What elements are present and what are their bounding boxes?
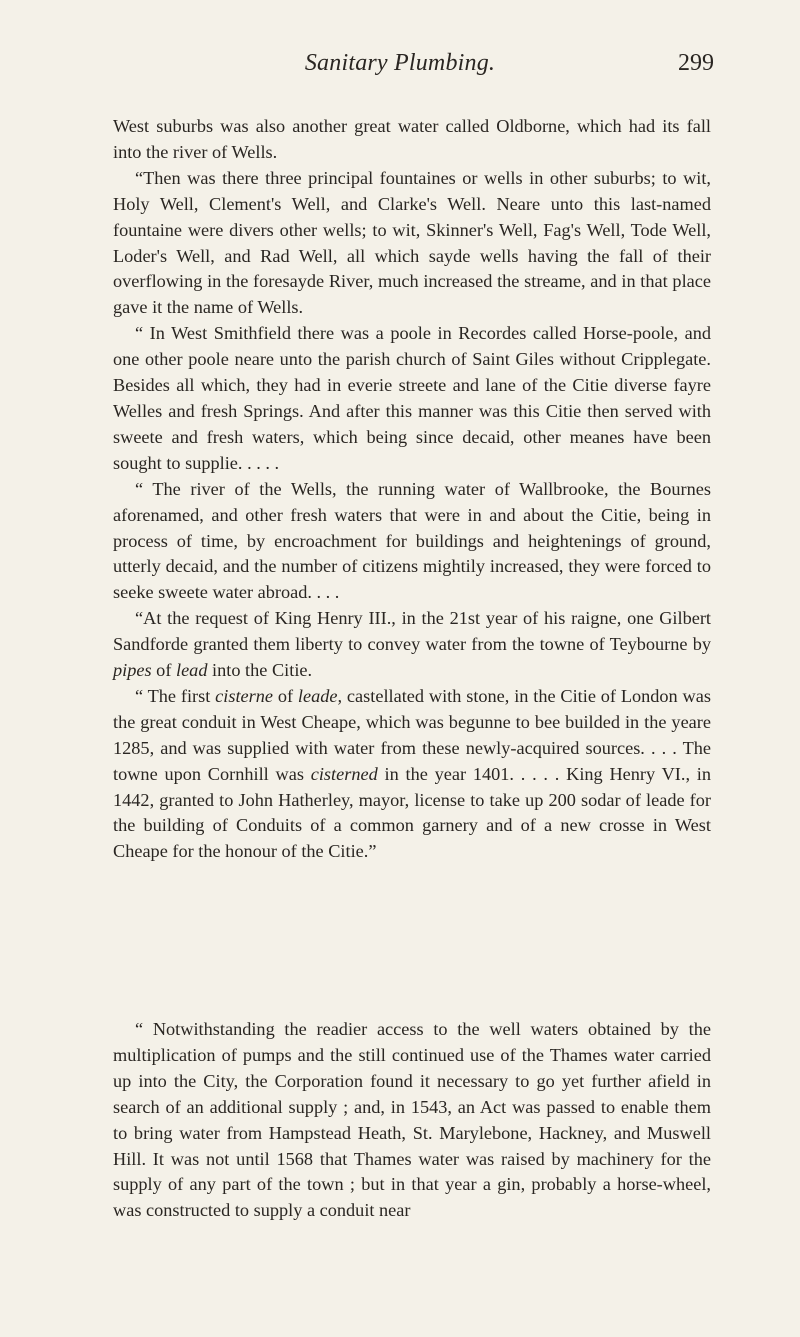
page-header xyxy=(0,50,800,90)
text-span: of xyxy=(156,660,172,681)
italic-term: leade, xyxy=(297,685,343,706)
text-span: into the Citie. xyxy=(212,660,313,681)
quoted-passage xyxy=(113,114,711,865)
italic-term: pipes xyxy=(113,660,152,681)
paragraph-notwithstanding: “ Notwithstanding the readier access to the well waters obtained by the multiplication of pumps and the still continued use of the Thames water carried up into the City, the Corporation found it necessary to go yet further afield in search of an additional supply ; and, in 1543, an Act was passed to enable them to bring water from Hampstead Heath, St. Marylebone, Hackney, and Muswell Hill. It was not until 1568 that Thames water was raised by machinery for the supply of any part of the town ; but in that year a gin, probably a horse-wheel, was constructed to supply a conduit near xyxy=(113,1019,711,1221)
running-title: Sanitary Plumbing. xyxy=(304,50,496,76)
page-number: 299 xyxy=(678,50,714,76)
paragraph-river-wells: “ The river of the Wells, the running water of Wallbrooke, the Bournes aforenamed, and other fresh waters that were in and about the Citie, being in process of time, by encroachment for buildings and heightenings of ground, utterly decaid, and the number of citizens mightily increased, they were forced to seeke sweete water abroad. . . . xyxy=(113,478,711,603)
text-span: of xyxy=(277,685,294,706)
paragraph-smithfield: “ In West Smithfield there was a poole in Recordes called Horse-poole, and one other poole neare unto the parish church of Saint Giles without Cripplegate. Besides all which, they had in everie streete and lane of the Citie diverse fayre Welles and fresh Springs. And after this manner was this Citie then served with sweete and fresh waters, which being since decaid, other meanes have been sought to supplie. . . . . xyxy=(113,323,711,473)
text-span: castellated with stone, in the Citie of London was the great conduit in West Cheape, which was begunne to bee builded in the yeare 1285, and was supplied with water from these newly-acquired sources. . . . The towne upon Cornhill was xyxy=(113,685,711,784)
paragraph-fountaines: “Then was there three principal fountaines or wells in other suburbs; to wit, Holy Well, Clement's Well, and Clarke's Well. Neare unto this last-named fountaine were divers other wells; to wit, Skinner's Well, Fag's Well, Tode Well, Loder's Well, and Rad Well, all which sayde wells having the fall of their overflowing in the foresayde River, much increased the streame, and in that place gave it the name of Wells. xyxy=(113,167,711,318)
paragraph-henry-iii xyxy=(113,606,711,684)
italic-term: cisterne xyxy=(215,685,274,706)
italic-term: cisterned xyxy=(310,763,378,784)
paragraph-oldborne: West suburbs was also another great water called Oldborne, which had its fall into the river of Wells. xyxy=(113,116,711,162)
commentary-passage xyxy=(113,1017,711,1224)
paragraph-first-cisterne xyxy=(113,684,711,865)
text-span: “At the request of King Henry III., in the 21st year of his raigne, one Gilbert Sandforde granted them liberty to convey water from the towne of Teybourne by xyxy=(113,608,711,655)
text-span: “ The first xyxy=(135,685,211,706)
text-span: in the year 1401. . . . . King Henry VI., in 1442, granted to John Hatherley, mayor, license to take up 200 sodar of leade for the building of Conduits of a common garnery and of a new crosse in West Cheape for the honour of the Citie.” xyxy=(113,763,712,862)
italic-term: lead xyxy=(175,660,208,681)
